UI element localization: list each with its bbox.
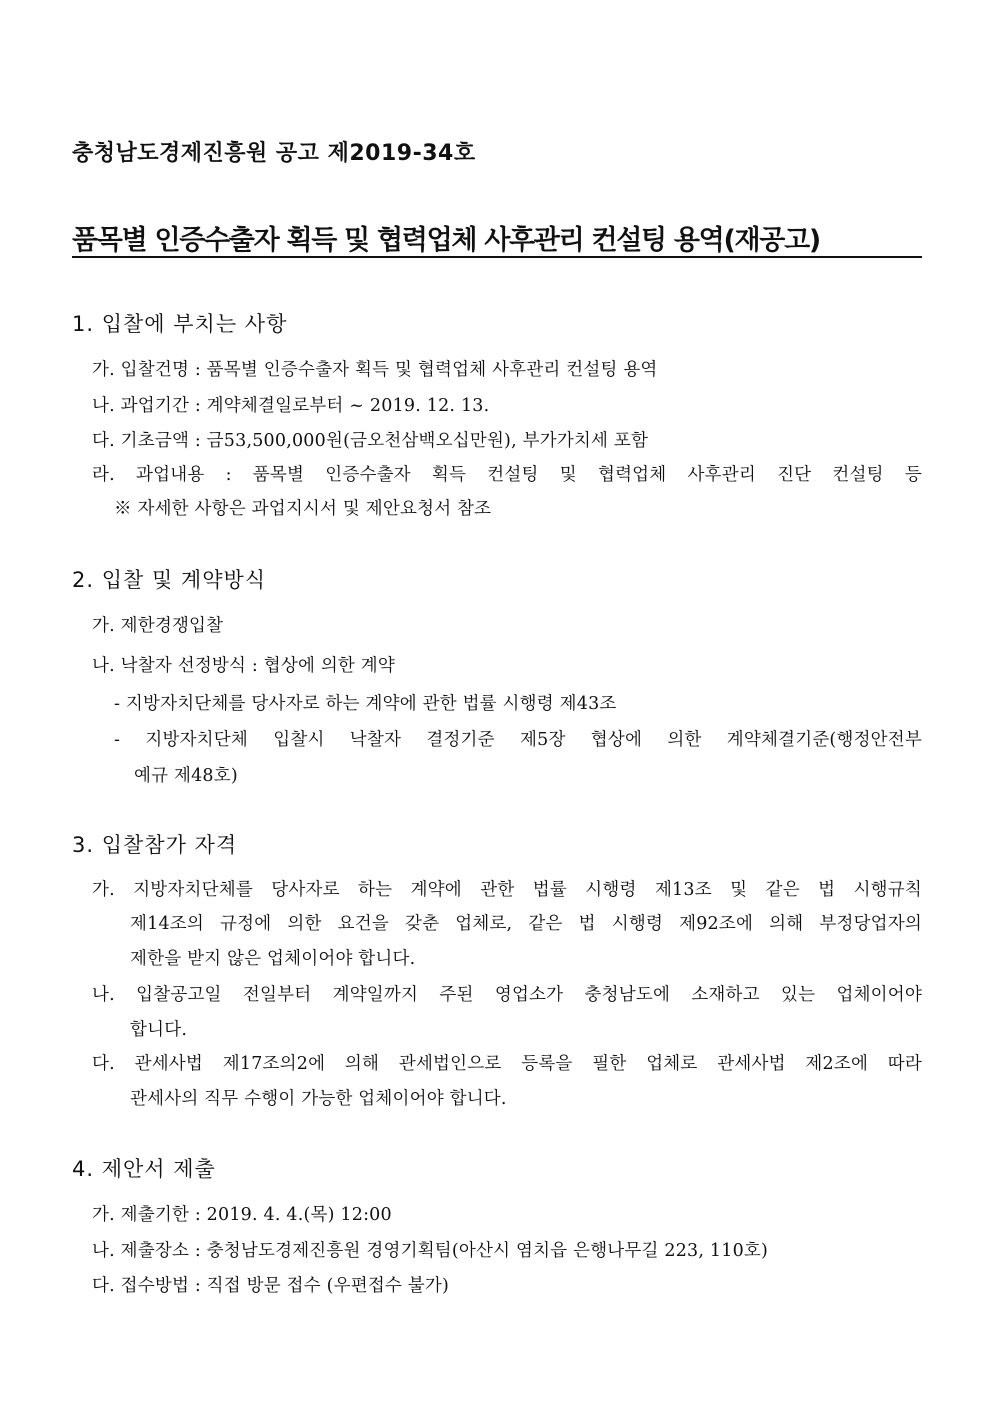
- section-1-heading: 1. 입찰에 부치는 사항: [72, 312, 288, 336]
- section-1-item-b: 나. 과업기간 : 계약체결일로부터 ~ 2019. 12. 13.: [92, 396, 490, 416]
- notice-number: 충청남도경제진흥원 공고 제2019-34호: [72, 141, 476, 166]
- section-2-subitem-2-cont: 예규 제48호): [134, 766, 238, 786]
- section-3-item-a-cont-1: 제14조의 규정에 의한 요건을 갖춘 업체로, 같은 법 시행령 제92조에 의해 부정당업자의: [130, 914, 922, 934]
- section-3-item-b: 나. 입찰공고일 전일부터 계약일까지 주된 영업소가 충청남도에 소재하고 있는 업체이어야: [92, 985, 922, 1005]
- section-4-item-a: 가. 제출기한 : 2019. 4. 4.(목) 12:00: [92, 1205, 392, 1225]
- section-2-item-a: 가. 제한경쟁입찰: [92, 616, 224, 636]
- section-1-item-d: 라. 과업내용 : 품목별 인증수출자 획득 컨설팅 및 협력업체 사후관리 진단 컨설팅 등: [92, 465, 922, 485]
- document-title: 품목별 인증수출자 획득 및 협력업체 사후관리 컨설팅 용역(재공고): [72, 225, 820, 256]
- section-2-heading: 2. 입찰 및 계약방식: [72, 568, 267, 592]
- section-2-item-b: 나. 낙찰자 선정방식 : 협상에 의한 계약: [92, 656, 396, 676]
- section-4-item-c: 다. 접수방법 : 직접 방문 접수 (우편접수 불가): [92, 1276, 450, 1296]
- title-underline: [72, 256, 922, 258]
- section-1-note: ※ 자세한 사항은 과업지시서 및 제안요청서 참조: [114, 499, 492, 519]
- section-2-subitem-1: - 지방자치단체를 당사자로 하는 계약에 관한 법률 시행령 제43조: [114, 694, 617, 714]
- section-3-item-b-cont: 합니다.: [130, 1020, 188, 1040]
- section-4-item-b: 나. 제출장소 : 충청남도경제진흥원 경영기획팀(아산시 염치읍 은행나무길 223, 110호): [92, 1241, 769, 1261]
- section-2-subitem-2: - 지방자치단체 입찰시 낙찰자 결정기준 제5장 협상에 의한 계약체결기준(행정안전부: [114, 730, 922, 750]
- section-1-item-c: 다. 기초금액 : 금53,500,000원(금오천삼백오십만원), 부가가치세 포함: [92, 431, 649, 451]
- section-3-item-a: 가. 지방자치단체를 당사자로 하는 계약에 관한 법률 시행령 제13조 및 같은 법 시행규칙: [92, 880, 922, 900]
- section-1-item-a: 가. 입찰건명 : 품목별 인증수출자 획득 및 협력업체 사후관리 컨설팅 용역: [92, 360, 658, 380]
- section-3-item-c: 다. 관세사법 제17조의2에 의해 관세법인으로 등록을 필한 업체로 관세사법 제2조에 따라: [92, 1054, 922, 1074]
- section-3-item-a-cont-2: 제한을 받지 않은 업체이어야 합니다.: [130, 949, 416, 969]
- section-3-heading: 3. 입찰참가 자격: [72, 833, 238, 857]
- section-4-heading: 4. 제안서 제출: [72, 1157, 216, 1181]
- section-3-item-c-cont: 관세사의 직무 수행이 가능한 업체이어야 합니다.: [130, 1089, 507, 1109]
